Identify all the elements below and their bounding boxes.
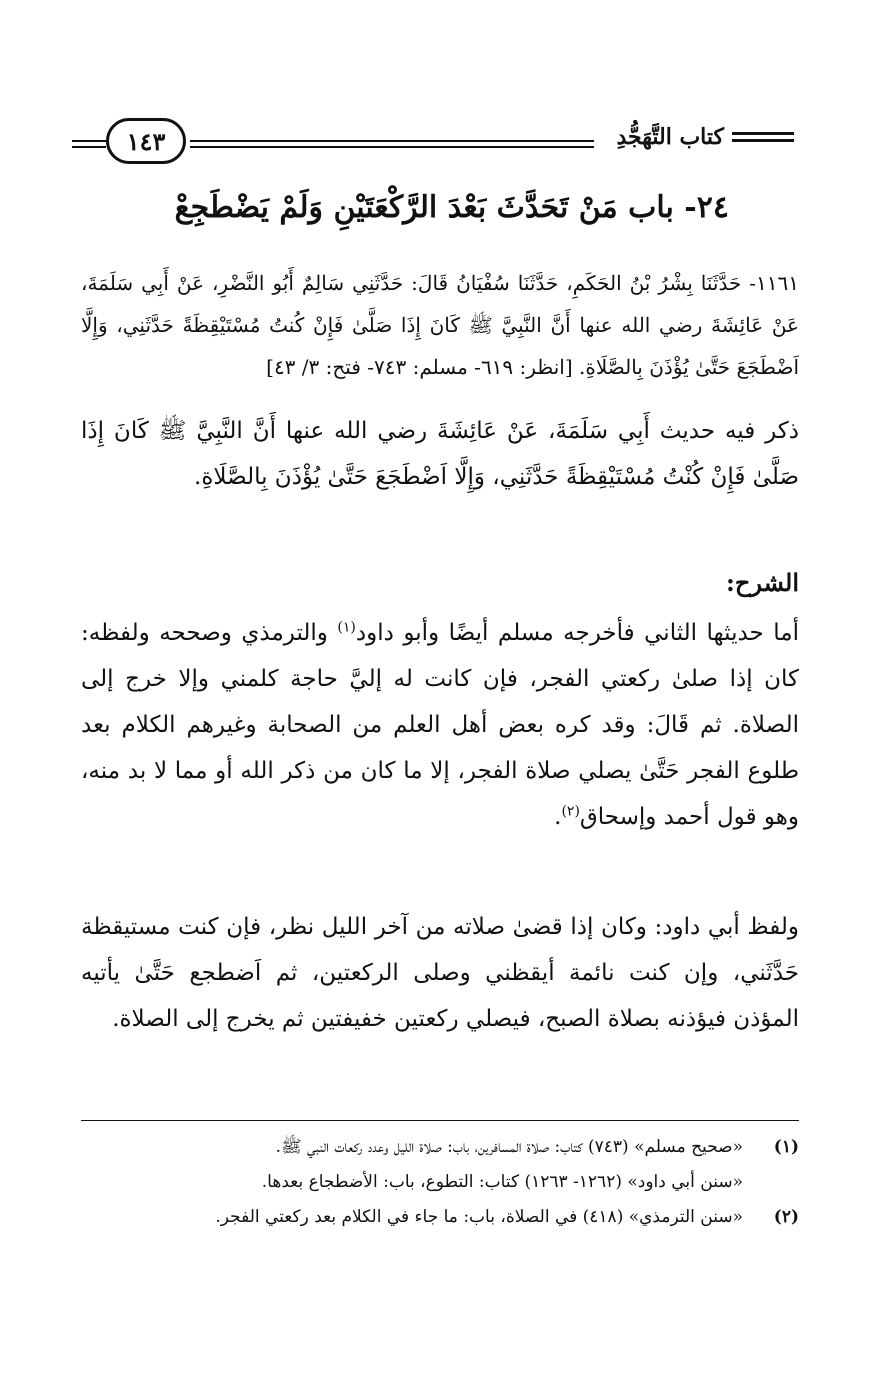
abi-dawud-paragraph: ولفظ أبي داود: وكان إذا قضىٰ صلاته من آخر الليل نظر، فإن كنت مستيقظة حَدَّثَني، وإن كنت نائمة أيقظني وصلى الركعتين، ثم اَضطجع حَتَّىٰ يأتيه المؤذن فيؤذنه بصلاة الصبح، فيصلي ركعتين خفيفتين ثم يخرج إلى الصلاة.: [81, 914, 799, 1032]
chapter-title: ٢٤- باب مَنْ تَحَدَّثَ بَعْدَ الرَّكْعَتَيْنِ وَلَمْ يَضْطَجِعْ: [174, 190, 729, 225]
page-number: ١٤٣: [106, 118, 186, 164]
footnote-text: «صحيح مسلم» (٧٤٣) كتاب: صلاة المسافرين، باب: صلاة الليل وعدد ركعات النبي ﷺ.: [275, 1137, 743, 1157]
footnote-divider: [81, 1120, 799, 1121]
header-ornament-right: [732, 132, 794, 146]
hadith-text: [81, 262, 799, 388]
sharh-text-1: أما حديثها الثاني فأخرجه مسلم أيضًا وأبو داود: [355, 620, 800, 646]
header-rule-left: [72, 140, 106, 152]
sharh-text-2: والترمذي وصححه ولفظه: كان إذا صلىٰ ركعتي الفجر، فإن كانت له إليَّ حاجة كلمني وإلا خرج إلى الصلاة. ثم قَالَ: وقد كره بعض أهل العلم من الصحابة وغيرهم الكلام بعد طلوع الفجر حَتَّىٰ يصلي صلاة الفجر، إلا ما كان من ذكر الله أو مما لا بد منه، وهو قول أحمد وإسحاق: [81, 620, 799, 830]
footnote-text: «سنن أبي داود» (١٢٦٢- ١٢٦٣) كتاب: التطوع، باب: الأضطجاع بعدها.: [261, 1172, 743, 1192]
header-rule: [190, 140, 594, 152]
sharh-paragraph: [81, 610, 799, 840]
page-header: [72, 118, 794, 168]
footnote-number: [743, 1165, 799, 1200]
hadith-reference: [انظر: ٦١٩- مسلم: ٧٤٣- فتح: ٣/ ٤٣]: [266, 355, 573, 379]
footnote-item: [81, 1130, 799, 1165]
footnotes: [81, 1130, 799, 1235]
footnote-number: (٢): [773, 1207, 799, 1227]
footnote-item: [81, 1165, 799, 1200]
footnote-ref-1[interactable]: (١): [337, 619, 356, 636]
sharh-text-3: .: [554, 804, 562, 830]
mention-paragraph: ذكر فيه حديث أَبِي سَلَمَةَ، عَنْ عَائِشَةَ رضي الله عنها أَنَّ النَّبِيَّ ﷺ كَانَ إِذَا صَلَّىٰ فَإِنْ كُنْتُ مُسْتَيْقِظَةً حَدَّثَنِي، وَإِلَّا اَضْطَجَعَ حَتَّىٰ يُؤْذَنَ بِالصَّلَاةِ.: [81, 418, 799, 490]
sharh-heading: الشرح:: [726, 568, 799, 597]
book-title: كتاب التَّهَجُّدِ: [616, 124, 724, 150]
footnote-item: [81, 1200, 799, 1235]
hadith-body: ١١٦١- حَدَّثَنَا بِشْرُ بْنُ الحَكَمِ، حَدَّثَنَا سُفْيَانُ قَالَ: حَدَّثَنِي سَالِمٌ أَبُو النَّضْرِ، عَنْ أَبِي سَلَمَةَ، عَنْ عَائِشَةَ رضي الله عنها أَنَّ النَّبِيَّ ﷺ كَانَ إِذَا صَلَّىٰ فَإِنْ كُنتُ مُسْتَيْقِظَةً حَدَّثَنِي، وَإِلَّا اَضْطَجَعَ حَتَّىٰ يُؤْذَنَ بِالصَّلَاةِ.: [81, 271, 799, 379]
footnote-number: (١): [773, 1137, 799, 1157]
footnote-text: «سنن الترمذي» (٤١٨) في الصلاة، باب: ما جاء في الكلام بعد ركعتي الفجر.: [215, 1207, 743, 1227]
footnote-ref-2[interactable]: (٢): [561, 803, 580, 820]
